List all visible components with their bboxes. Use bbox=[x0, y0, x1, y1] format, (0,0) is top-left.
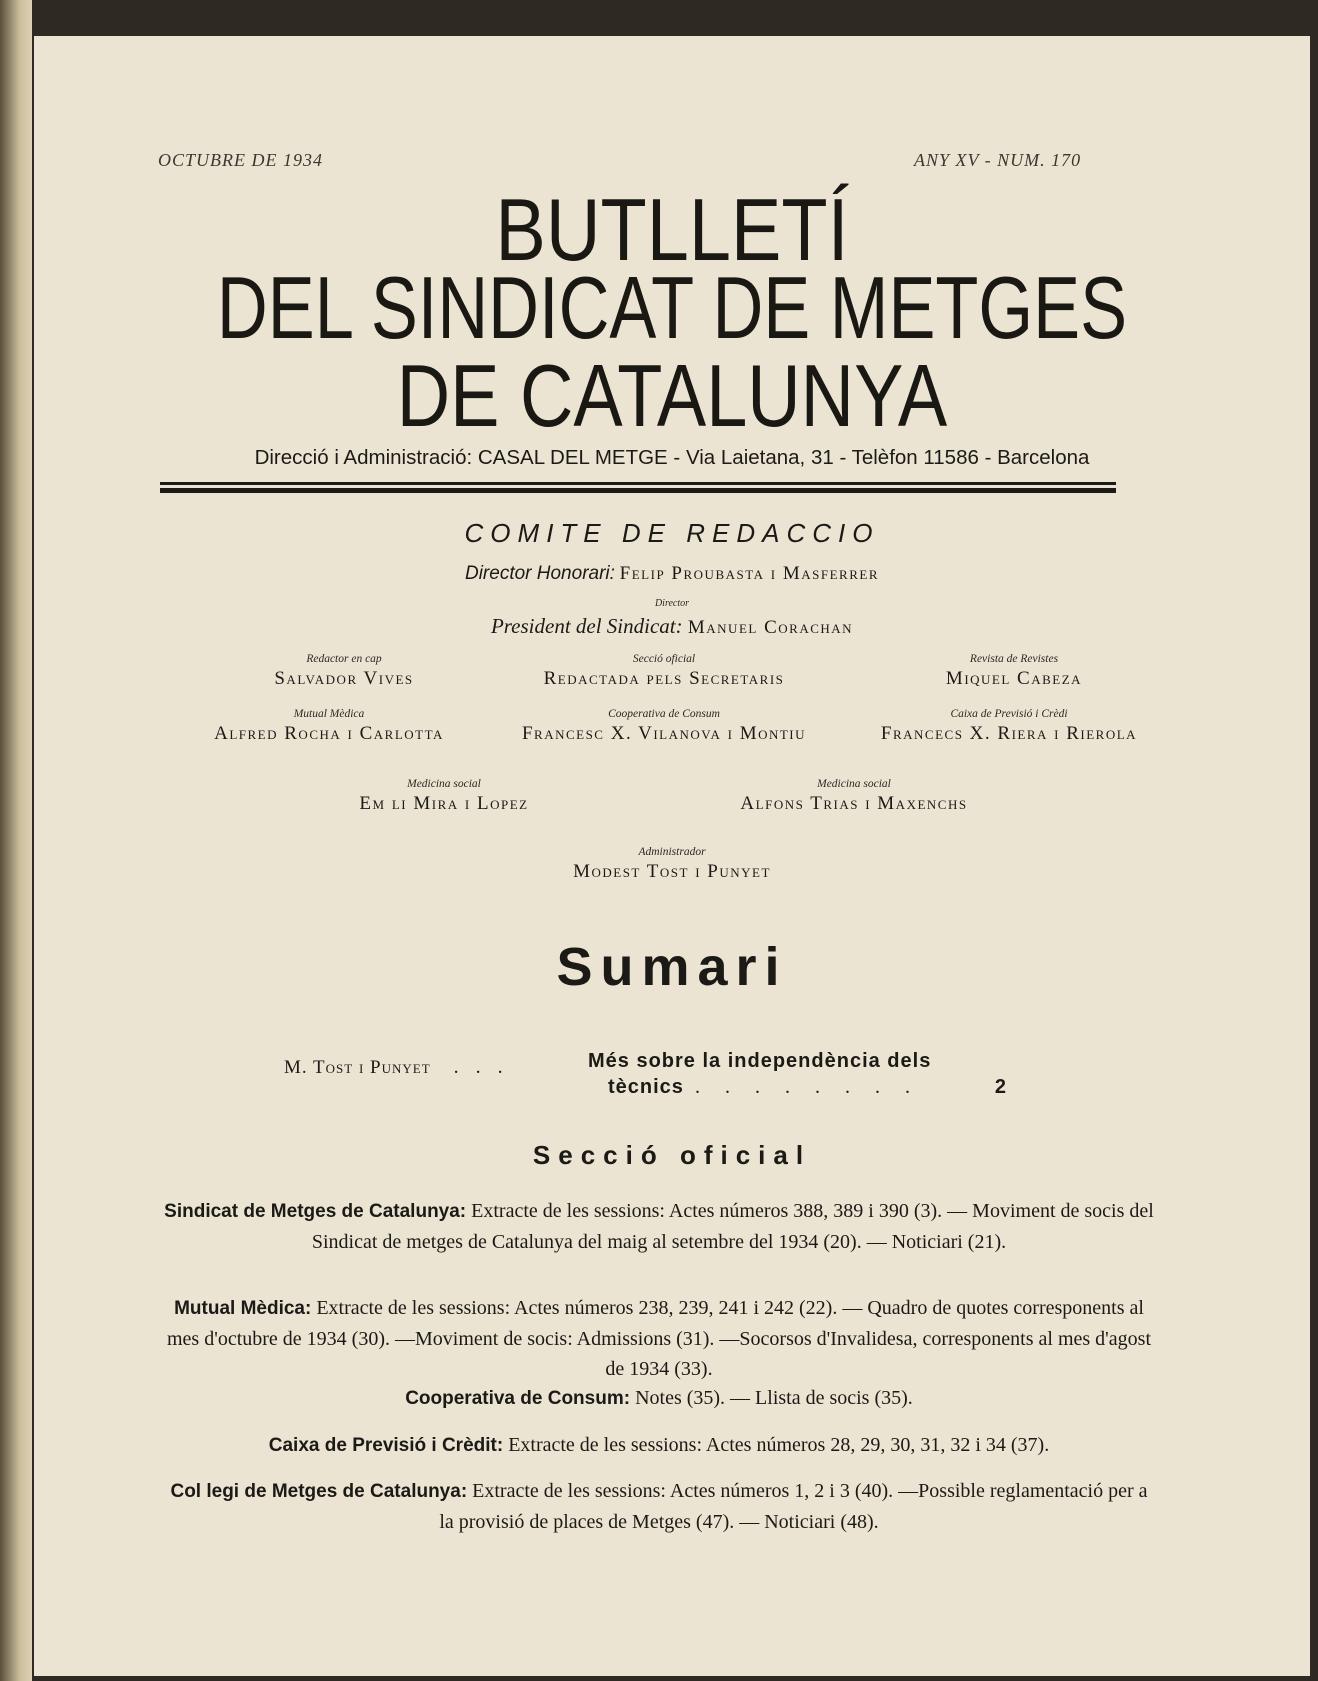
entry-text: Extracte de les sessions: Actes números 28, 29, 30, 31, 32 i 34 (37). bbox=[508, 1434, 1050, 1456]
committee-member bbox=[824, 708, 1194, 745]
member-role: Redactor en cap bbox=[306, 653, 382, 665]
member-role: Cooperativa de Consum bbox=[608, 708, 720, 720]
summary-author bbox=[284, 1056, 509, 1079]
committee-member bbox=[274, 778, 614, 815]
president bbox=[34, 614, 1310, 639]
entry-label: Caixa de Previsió i Crèdit: bbox=[268, 1435, 504, 1456]
member-name: Redactada pels Secretaris bbox=[543, 668, 785, 689]
author-dots: . . . bbox=[453, 1056, 509, 1078]
committee-heading: COMITE DE REDACCIO bbox=[464, 518, 880, 548]
committee-member bbox=[494, 653, 834, 690]
entry-label: Col legi de Metges de Catalunya: bbox=[170, 1481, 468, 1502]
header-rule-bottom bbox=[160, 488, 1116, 493]
member-name: Alfons Trias i Maxenchs bbox=[740, 793, 968, 814]
member-name: Francecs X. Riera i Rierola bbox=[880, 723, 1138, 744]
committee-member bbox=[674, 778, 1034, 815]
administrator bbox=[34, 846, 1310, 883]
section-entry bbox=[164, 1293, 1154, 1384]
committee-member bbox=[854, 653, 1174, 690]
member-role: Secció oficial bbox=[632, 653, 696, 665]
member-name: Em li Mira i Lopez bbox=[359, 793, 529, 814]
admin-role: Administrador bbox=[638, 846, 706, 858]
section-entry bbox=[164, 1383, 1154, 1414]
issue-date: OCTUBRE DE 1934 bbox=[158, 150, 323, 170]
book-spine bbox=[0, 0, 32, 1681]
title-line-1: BUTLLETÍ bbox=[495, 180, 849, 279]
president-name: Manuel Corachan bbox=[687, 617, 854, 638]
member-role: Medicina social bbox=[817, 778, 891, 790]
section-entry bbox=[164, 1476, 1154, 1537]
entry-label: Mutual Mèdica: bbox=[174, 1298, 312, 1319]
entry-text: Extracte de les sessions: Actes números 1, 2 i 3 (40). —Possible reglamentació per a la provisió de places de Metges (47). — Noticiari (48). bbox=[439, 1480, 1148, 1533]
summary-article-cont bbox=[608, 1076, 1018, 1099]
author-name: M. Tost i Punyet bbox=[284, 1057, 431, 1078]
honorary-name: Felip Proubasta i Masferrer bbox=[619, 563, 879, 584]
title-line-2: DEL SINDICAT DE METGES bbox=[216, 258, 1128, 357]
member-name: Salvador Vives bbox=[274, 668, 414, 689]
address-line: Direcció i Administració: CASAL DEL METGE - Via Laietana, 31 - Telèfon 11586 - Barcelona bbox=[254, 446, 1090, 469]
admin-name: Modest Tost i Punyet bbox=[573, 861, 771, 882]
section-heading: Secció oficial bbox=[532, 1140, 812, 1170]
article-line-2: tècnics bbox=[608, 1076, 684, 1098]
entry-text: Notes (35). — Llista de socis (35). bbox=[635, 1387, 913, 1409]
member-role: Medicina social bbox=[407, 778, 481, 790]
member-role: Caixa de Previsió i Crèdi bbox=[950, 708, 1068, 720]
header-rule-top bbox=[160, 482, 1116, 485]
article-dots: . . . . . . . . bbox=[694, 1076, 920, 1098]
member-name: Alfred Rocha i Carlotta bbox=[214, 723, 444, 744]
entry-label: Cooperativa de Consum: bbox=[405, 1388, 631, 1409]
section-entry bbox=[164, 1196, 1154, 1257]
summary-article-title: Més sobre la independència dels bbox=[588, 1050, 932, 1072]
summary-heading: Sumari bbox=[556, 937, 788, 997]
entry-label: Sindicat de Metges de Catalunya: bbox=[164, 1201, 467, 1222]
issue-number: ANY XV - NUM. 170 bbox=[914, 150, 1082, 170]
honorary-label: Director Honorari: bbox=[464, 563, 615, 584]
entry-text: Extracte de les sessions: Actes números 238, 239, 241 i 242 (22). — Quadro de quotes corresponents al mes d'octubre de 1934 (30). —Moviment de socis: Admissions (31). —Socorsos d'Invalidesa, corresponents al mes d'agost de 1934 (33). bbox=[167, 1297, 1151, 1380]
committee-member bbox=[474, 708, 854, 745]
document-page bbox=[34, 36, 1310, 1676]
president-label: President del Sindicat: bbox=[490, 614, 683, 638]
committee-member bbox=[194, 653, 494, 690]
article-page-number: 2 bbox=[994, 1076, 1006, 1098]
member-role: Revista de Revistes bbox=[969, 653, 1059, 665]
director-caption: Director bbox=[654, 598, 690, 609]
member-role: Mutual Mèdica bbox=[293, 708, 365, 720]
honorary-director bbox=[34, 563, 1310, 585]
section-entry bbox=[164, 1430, 1154, 1461]
committee-member bbox=[144, 708, 514, 745]
title-line-3: DE CATALUNYA bbox=[396, 346, 948, 445]
member-name: Francesc X. Vilanova i Montiu bbox=[521, 723, 807, 744]
entry-text: Extracte de les sessions: Actes números 388, 389 i 390 (3). — Moviment de socis del Sindicat de metges de Catalunya del maig al setembre del 1934 (20). — Noticiari (21). bbox=[311, 1200, 1154, 1253]
member-name: Miquel Cabeza bbox=[945, 668, 1083, 689]
